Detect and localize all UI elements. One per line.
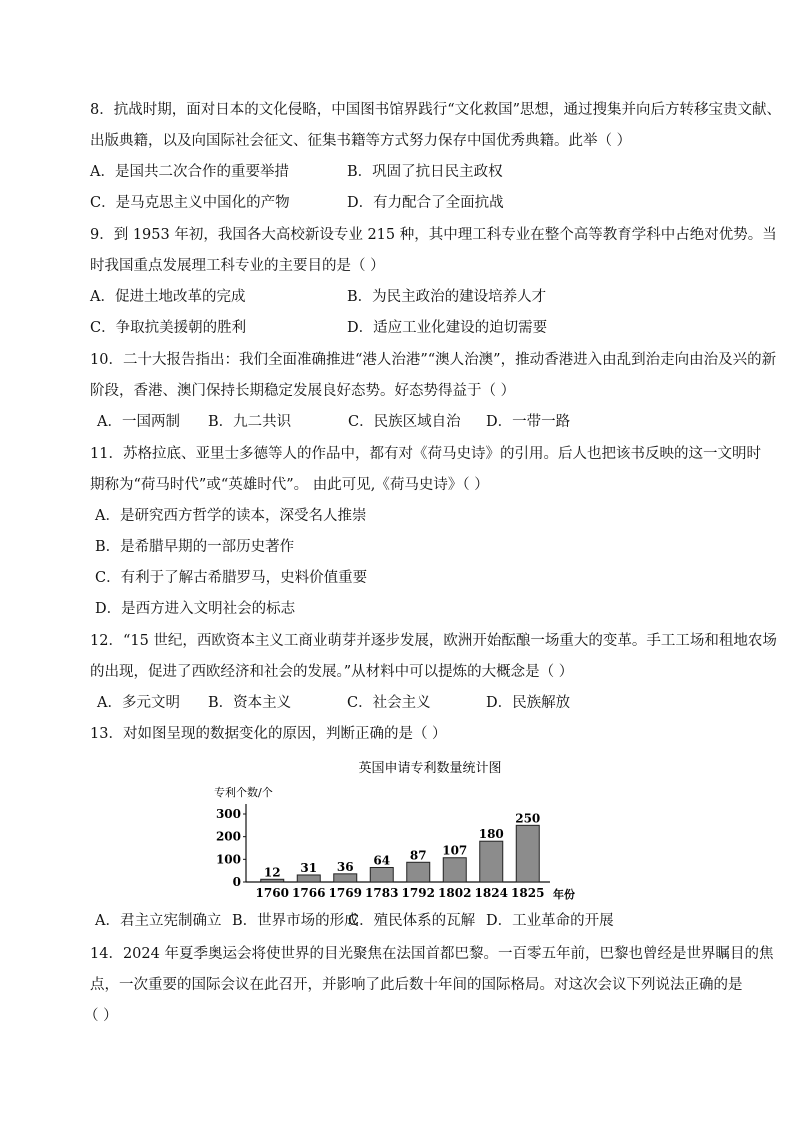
- chart-bar: [334, 874, 357, 882]
- chart-x-tick-label: 1769: [328, 886, 362, 900]
- chart-ylabel: 专利个数/个: [214, 786, 273, 799]
- q10-stem-line2: 阶段，香港、澳门保持长期稳定发展良好态势。好态势得益于（ ）: [90, 383, 516, 399]
- chart-bar: [480, 841, 503, 882]
- chart-x-tick-label: 1783: [365, 886, 399, 900]
- chart-bar-value-label: 250: [515, 811, 541, 826]
- chart-y-tick-label: 100: [215, 852, 241, 867]
- chart-bar: [297, 875, 320, 882]
- q13-option-c: C．殖民体系的瓦解: [348, 913, 476, 929]
- q8-stem-line1: 8．抗战时期，面对日本的文化侵略，中国图书馆界践行“文化救国”思想，通过搜集并向后方转移宝贵文献、: [90, 102, 782, 118]
- q9-stem-line2: 时我国重点发展理工科专业的主要目的是（ ）: [90, 258, 385, 274]
- q10-stem-line1: 10．二十大报告指出：我们全面准确推进“港人治港”“澳人治澳”，推动香港进入由乱到治走向由治及兴的新: [90, 352, 777, 368]
- chart-bar: [370, 867, 393, 882]
- chart-y-tick-label: 0: [232, 875, 241, 889]
- chart-y-tick-label: 200: [215, 829, 241, 844]
- chart-x-tick-label: 1825: [511, 886, 545, 900]
- q14-stem-line2: 点，一次重要的国际会议在此召开，并影响了此后数十年间的国际格局。对这次会议下列说法正确的是: [90, 977, 743, 993]
- chart-xlabel: 年份: [553, 888, 575, 901]
- q12-stem-line2: 的出现，促进了西欧经济和社会的发展。”从材料中可以提炼的大概念是（ ）: [90, 664, 574, 680]
- q12-option-d: D．民族解放: [486, 695, 571, 711]
- q10-option-d: D．一带一路: [486, 414, 571, 430]
- q12-option-b: B．资本主义: [208, 695, 292, 711]
- chart-bar: [443, 858, 466, 882]
- q11-stem-line1: 11．苏格拉底、亚里士多德等人的作品中，都有对《荷马史诗》的引用。后人也把该书反映的这一文明时: [90, 446, 761, 462]
- q10-option-b: B．九二共识: [208, 414, 292, 430]
- q8-option-c: C．是马克思主义中国化的产物: [90, 195, 290, 211]
- q11-option-d: D．是西方进入文明社会的标志: [95, 601, 296, 617]
- chart-x-tick-label: 1802: [438, 886, 472, 900]
- q9-option-d: D．适应工业化建设的迫切需要: [347, 320, 548, 336]
- chart-bar-value-label: 12: [263, 865, 281, 880]
- chart-bar: [516, 825, 539, 882]
- q12-option-a: A．多元文明: [97, 695, 180, 711]
- q11-option-c: C．有利于了解古希腊罗马，史料价值重要: [95, 570, 368, 586]
- q13-option-a: A．君主立宪制确立: [95, 913, 222, 929]
- q9-option-b: B．为民主政治的建设培养人才: [347, 289, 547, 305]
- chart-bar-value-label: 107: [442, 843, 468, 858]
- chart-bar-value-label: 87: [409, 848, 427, 863]
- q10-option-a: A．一国两制: [97, 414, 180, 430]
- patent-bar-chart: [210, 752, 590, 902]
- q8-option-a: A．是国共二次合作的重要举措: [90, 164, 289, 180]
- q8-option-b: B．巩固了抗日民主政权: [347, 164, 503, 180]
- chart-x-tick-label: 1792: [401, 886, 435, 900]
- chart-bar: [261, 879, 284, 882]
- q13-option-d: D．工业革命的开展: [486, 913, 614, 929]
- chart-x-tick-label: 1824: [474, 886, 508, 900]
- q12-stem-line1: 12．“15 世纪，西欧资本主义工商业萌芽并逐步发展，欧洲开始酝酿一场重大的变革。手工工场和租地农场: [90, 633, 777, 649]
- chart-y-tick-label: 300: [215, 807, 241, 821]
- chart-x-tick-label: 1766: [292, 886, 326, 900]
- q11-option-a: A．是研究西方哲学的读本，深受名人推崇: [95, 508, 367, 524]
- q14-stem-line1: 14．2024 年夏季奥运会将使世界的目光聚焦在法国首都巴黎。一百零五年前，巴黎也曾经是世界瞩目的焦: [90, 946, 774, 962]
- q13-option-b: B．世界市场的形成: [232, 913, 359, 929]
- q12-option-c: C．社会主义: [347, 695, 431, 711]
- q10-option-c: C．民族区域自治: [348, 414, 461, 430]
- q14-stem-line3: （ ）: [84, 1008, 118, 1024]
- chart-bar-value-label: 31: [300, 860, 318, 875]
- q9-option-a: A．促进土地改革的完成: [90, 289, 246, 305]
- q13-stem-line1: 13．对如图呈现的数据变化的原因，判断正确的是（ ）: [90, 726, 447, 742]
- chart-bar: [407, 862, 430, 882]
- q11-option-b: B．是希腊早期的一部历史著作: [95, 539, 295, 555]
- q9-option-c: C．争取抗美援朝的胜利: [90, 320, 247, 336]
- chart-title: 英国申请专利数量统计图: [358, 761, 502, 776]
- chart-bar-value-label: 64: [373, 853, 391, 868]
- chart-bar-value-label: 180: [478, 827, 504, 842]
- q11-stem-line2: 期称为“荷马时代”或“英雄时代”。 由此可见,《荷马史诗》（ ）: [90, 477, 489, 493]
- q8-option-d: D．有力配合了全面抗战: [347, 195, 504, 211]
- q8-stem-line2: 出版典籍，以及向国际社会征文、征集书籍等方式努力保存中国优秀典籍。此举（ ）: [90, 133, 632, 149]
- q9-stem-line1: 9．到 1953 年初，我国各大高校新设专业 215 种，其中理工科专业在整个高等教育学科中占绝对优势。当: [90, 227, 777, 243]
- chart-bar-value-label: 36: [336, 859, 354, 874]
- chart-x-tick-label: 1760: [255, 886, 289, 900]
